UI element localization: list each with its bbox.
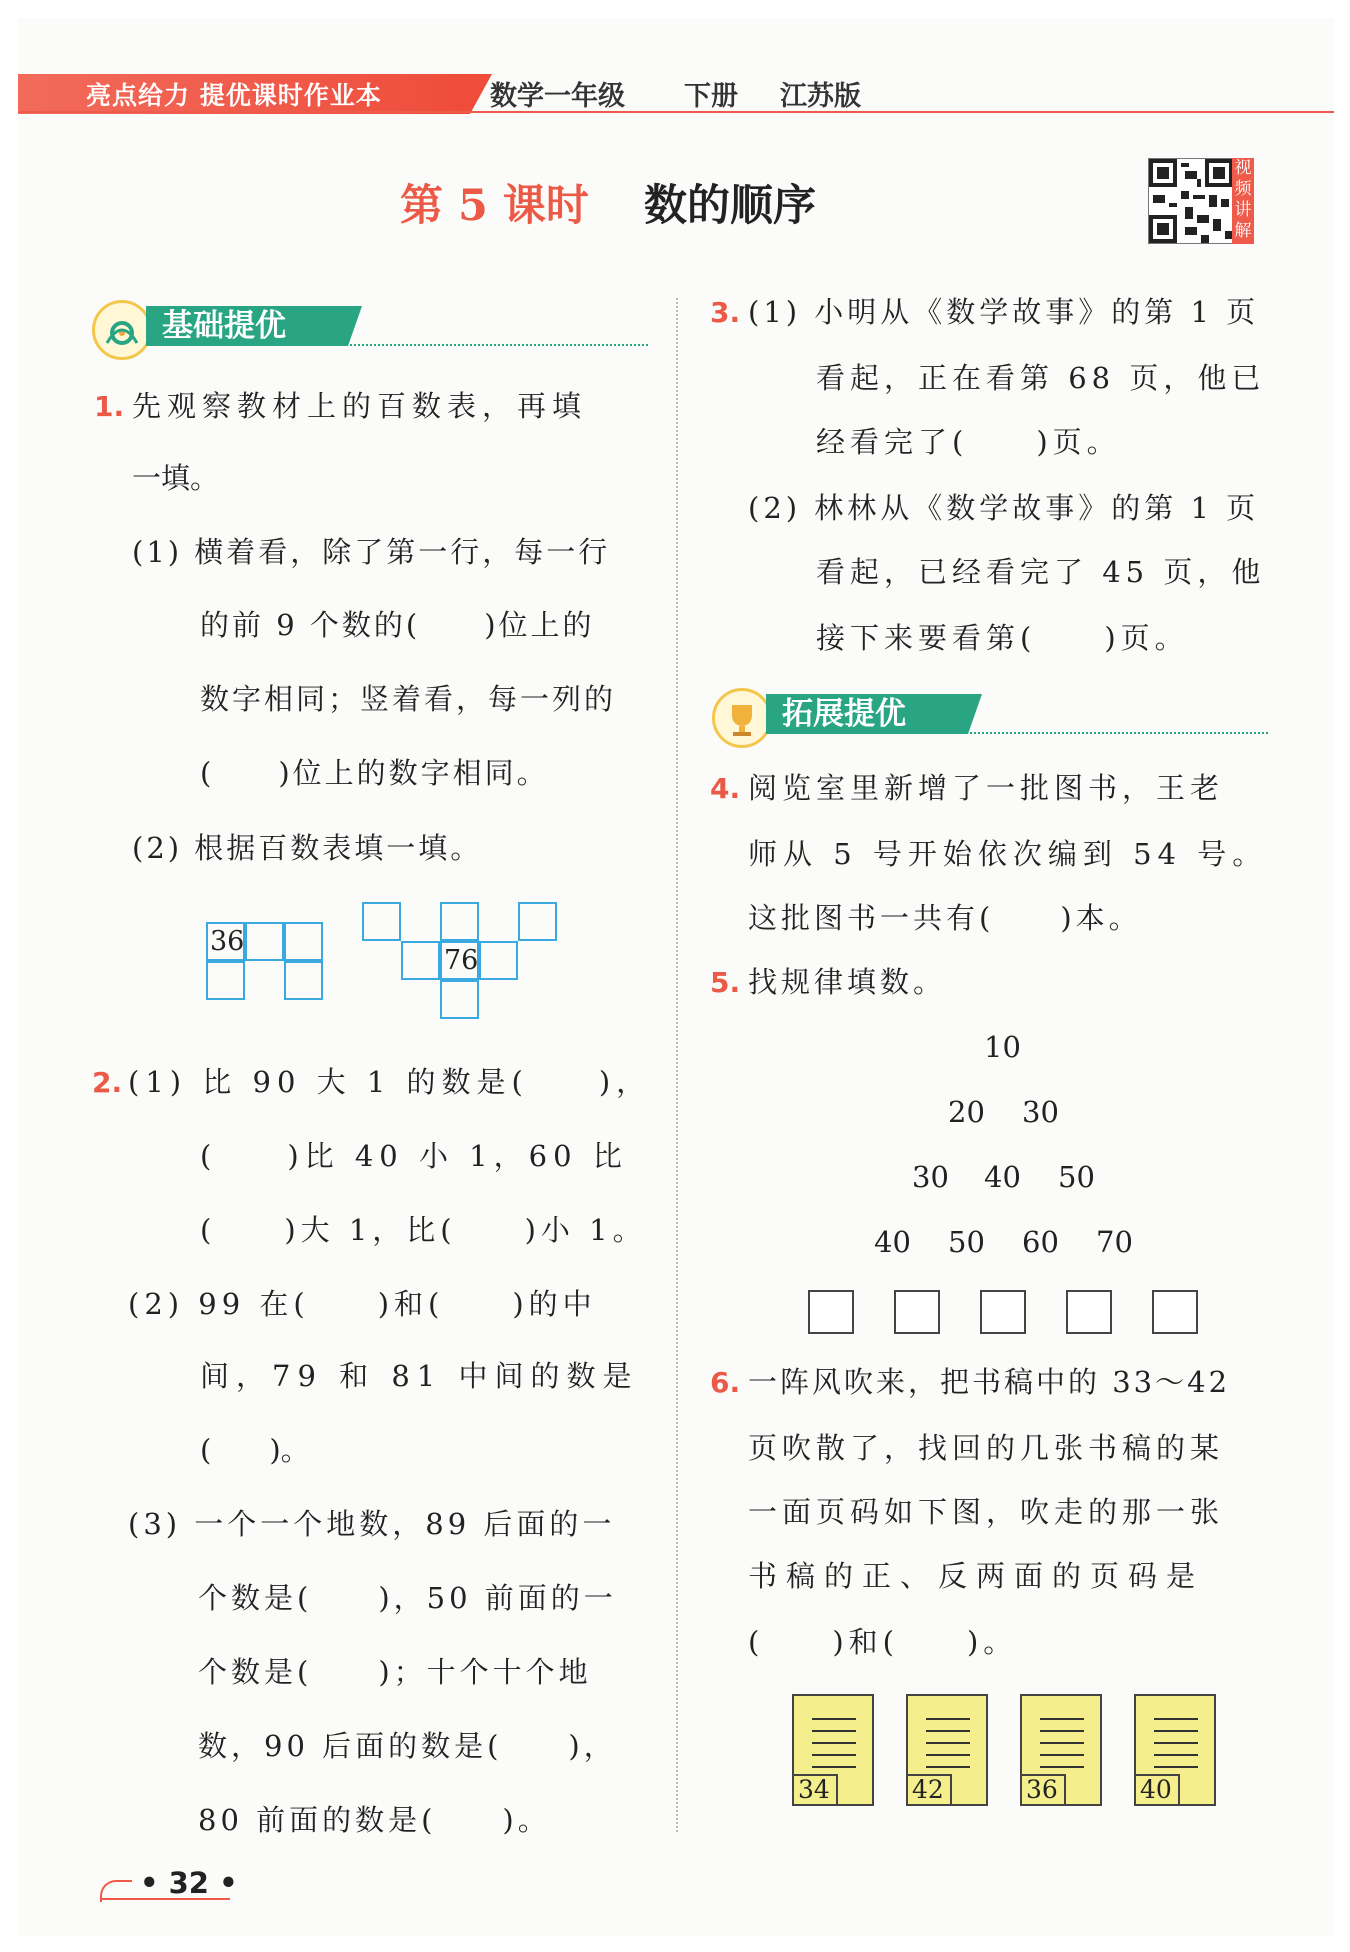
grid-cell[interactable] [206, 961, 245, 1000]
grid-cell[interactable] [362, 902, 401, 941]
pattern-number: 10 [984, 1030, 1021, 1064]
question-number: 5. [710, 966, 741, 999]
question-text: 经看完了( )页。 [816, 425, 1121, 459]
pattern-number: 40 [984, 1160, 1021, 1194]
pattern-number: 50 [948, 1225, 985, 1259]
question-text: 这批图书一共有( )本。 [748, 901, 1142, 935]
question-text: 接下来要看第( )页。 [816, 621, 1189, 655]
qr-code-icon[interactable] [1148, 158, 1234, 244]
grid-cell[interactable] [479, 941, 518, 980]
question-text: (1) 比 90 大 1 的数是( )， [128, 1065, 652, 1099]
question-text: 看起，已经看完了 45 页，他 [816, 555, 1266, 589]
manuscript-page [1020, 1694, 1102, 1806]
question-text: (2) 林林从《数学故事》的第 1 页 [748, 491, 1260, 525]
volume: 下册 [684, 81, 738, 112]
grid-cell: 76 [440, 941, 479, 980]
pattern-number: 20 [948, 1095, 985, 1129]
answer-box[interactable] [980, 1290, 1026, 1334]
question-text: 找规律填数。 [748, 965, 947, 999]
question-text: 的前 9 个数的( )位上的 [200, 608, 595, 642]
answer-box[interactable] [1152, 1290, 1198, 1334]
pattern-number: 30 [1022, 1095, 1059, 1129]
pattern-number: 30 [912, 1160, 949, 1194]
section-basic: 基础提优 [146, 306, 348, 346]
series-title: 亮点给力 提优课时作业本 [86, 81, 382, 110]
question-text: ( )和( )。 [748, 1625, 1018, 1659]
pattern-number: 50 [1058, 1160, 1095, 1194]
question-text: 个数是( )，50 前面的一 [198, 1581, 617, 1615]
video-tag: 视频讲解 [1232, 158, 1254, 244]
page-label: 42 [908, 1774, 952, 1804]
page-label: 40 [1136, 1774, 1180, 1804]
page-label: 36 [1022, 1774, 1066, 1804]
question-text: (2) 根据百数表填一填。 [132, 831, 483, 865]
trophy-icon [712, 688, 772, 748]
grid-cell[interactable] [284, 922, 323, 961]
edition: 江苏版 [780, 81, 861, 112]
grid-cell[interactable] [284, 961, 323, 1000]
grid-cell[interactable] [401, 941, 440, 980]
grid-cell[interactable] [440, 980, 479, 1019]
question-text: 先观察教材上的百数表，再填 [132, 389, 588, 423]
section-rule [346, 344, 648, 346]
question-text: 数字相同；竖着看，每一列的 [200, 682, 617, 716]
question-number: 4. [710, 772, 741, 805]
column-divider [676, 298, 678, 1832]
question-number: 2. [92, 1066, 123, 1099]
question-text: ( )比 40 小 1，60 比 [200, 1139, 628, 1173]
question-text: 阅览室里新增了一批图书，王老 [748, 771, 1225, 805]
question-number: 6. [710, 1366, 741, 1399]
manuscript-page [906, 1694, 988, 1806]
header-rule [18, 111, 1334, 113]
question-text: 师从 5 号开始依次编到 54 号。 [748, 837, 1268, 871]
pattern-number: 70 [1096, 1225, 1133, 1259]
question-text: 一面页码如下图，吹走的那一张 [748, 1495, 1225, 1529]
page-label: 34 [794, 1774, 838, 1804]
question-text: 看起，正在看第 68 页，他已 [816, 361, 1266, 395]
manuscript-page [792, 1694, 874, 1806]
question-number: 1. [94, 390, 125, 423]
subject-grade: 数学一年级 [490, 81, 625, 112]
answer-box[interactable] [1066, 1290, 1112, 1334]
question-text: 一填。 [132, 461, 220, 495]
manuscript-page [1134, 1694, 1216, 1806]
lesson-number: 第 5 课时 [400, 181, 589, 231]
question-text: 页吹散了，找回的几张书稿的某 [748, 1431, 1225, 1465]
grid-cell[interactable] [440, 902, 479, 941]
question-text: (1) 横着看，除了第一行，每一行 [132, 535, 611, 569]
question-text: ( )位上的数字相同。 [200, 756, 549, 790]
lesson-title: 数的顺序 [644, 181, 816, 231]
answer-box[interactable] [808, 1290, 854, 1334]
question-text: 数，90 后面的数是( )， [198, 1729, 617, 1763]
page-number: • 32 • [140, 1866, 238, 1900]
grid-cell[interactable] [518, 902, 557, 941]
question-text: 间，79 和 81 中间的数是 [200, 1359, 639, 1393]
grid-cell[interactable] [245, 922, 284, 961]
question-text: ( )大 1，比( )小 1。 [200, 1213, 647, 1247]
section-rule [966, 732, 1268, 734]
gear-icon [92, 300, 152, 360]
question-text: (1) 小明从《数学故事》的第 1 页 [748, 295, 1260, 329]
question-text: (2) 99 在( )和( )的中 [128, 1287, 597, 1321]
grid-cell: 36 [206, 922, 245, 961]
question-text: 一阵风吹来，把书稿中的 33～42 [748, 1365, 1231, 1399]
question-text: 书稿的正、反两面的页码是 [748, 1559, 1205, 1593]
answer-box[interactable] [894, 1290, 940, 1334]
pattern-number: 60 [1022, 1225, 1059, 1259]
question-text: 80 前面的数是( )。 [198, 1803, 551, 1837]
pattern-number: 40 [874, 1225, 911, 1259]
question-text: ( )。 [200, 1433, 310, 1467]
question-text: (3) 一个一个地数，89 后面的一 [128, 1507, 616, 1541]
question-text: 个数是( )；十个十个地 [198, 1655, 592, 1689]
section-extend: 拓展提优 [766, 694, 968, 734]
question-number: 3. [710, 296, 741, 329]
